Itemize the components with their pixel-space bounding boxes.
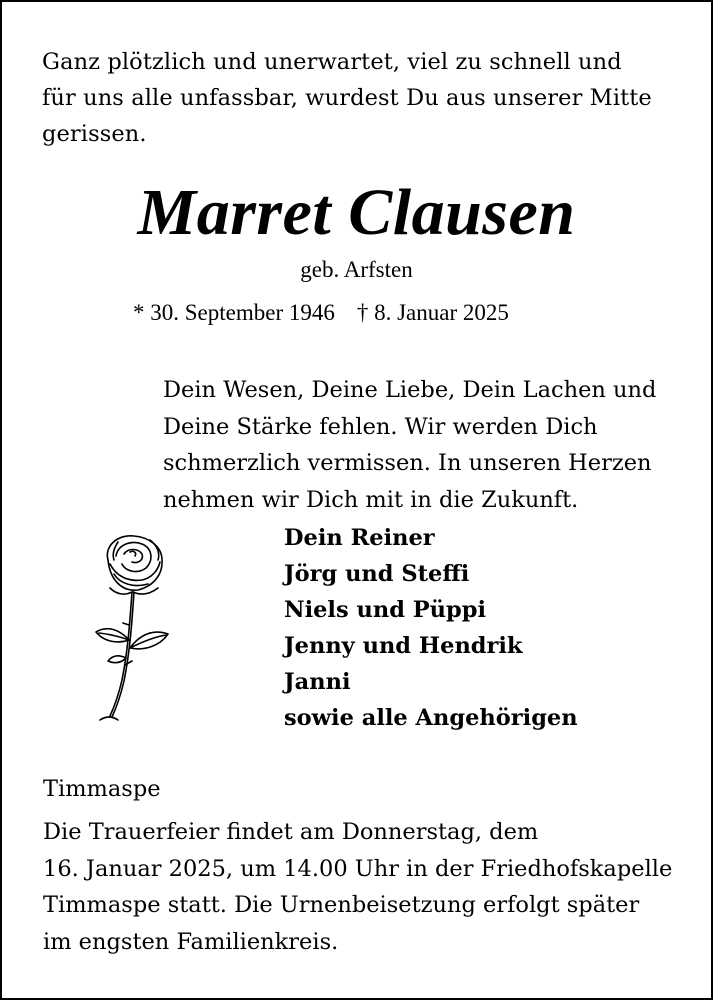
poem-line: schmerzlich vermissen. In unseren Herzen xyxy=(163,450,652,476)
signer: sowie alle Angehörigen xyxy=(284,705,578,731)
intro-text xyxy=(42,44,682,152)
signer: Jenny und Hendrik xyxy=(284,633,523,659)
ceremony-text xyxy=(43,814,703,960)
ceremony-line: Die Trauerfeier findet am Donnerstag, dem xyxy=(43,819,539,845)
intro-line: gerissen. xyxy=(42,121,147,147)
birth-date: * 30. September 1946 xyxy=(133,300,335,325)
signers-list xyxy=(284,520,578,736)
signer: Niels und Püppi xyxy=(284,597,487,623)
poem-line: Dein Wesen, Deine Liebe, Dein Lachen und xyxy=(163,377,657,403)
ceremony-line: im engsten Familienkreis. xyxy=(43,928,339,955)
signer: Jörg und Steffi xyxy=(284,561,470,587)
intro-line: für uns alle unfassbar, wurdest Du aus unserer Mitte xyxy=(42,85,652,111)
death-date: † 8. Januar 2025 xyxy=(356,300,509,325)
ceremony-line: 16. Januar 2025, um 14.00 Uhr in der Friedhofskapelle xyxy=(43,855,673,882)
deceased-name: Marret Clausen xyxy=(137,176,576,249)
rose-icon xyxy=(88,530,188,725)
poem-line: nehmen wir Dich mit in die Zukunft. xyxy=(163,486,579,513)
place-name: Timmaspe xyxy=(43,776,161,802)
ceremony-line: Timmaspe statt. Die Urnenbeisetzung erfolgt später xyxy=(43,892,640,918)
life-dates xyxy=(133,300,509,326)
poem-text xyxy=(163,372,693,518)
signer: Dein Reiner xyxy=(284,525,435,551)
maiden-name xyxy=(0,257,713,283)
signer: Janni xyxy=(284,669,351,695)
poem-line: Deine Stärke fehlen. Wir werden Dich xyxy=(163,413,598,440)
maiden-name-text: geb. Arfsten xyxy=(300,257,413,282)
intro-line: Ganz plötzlich und unerwartet, viel zu schnell und xyxy=(42,49,622,75)
